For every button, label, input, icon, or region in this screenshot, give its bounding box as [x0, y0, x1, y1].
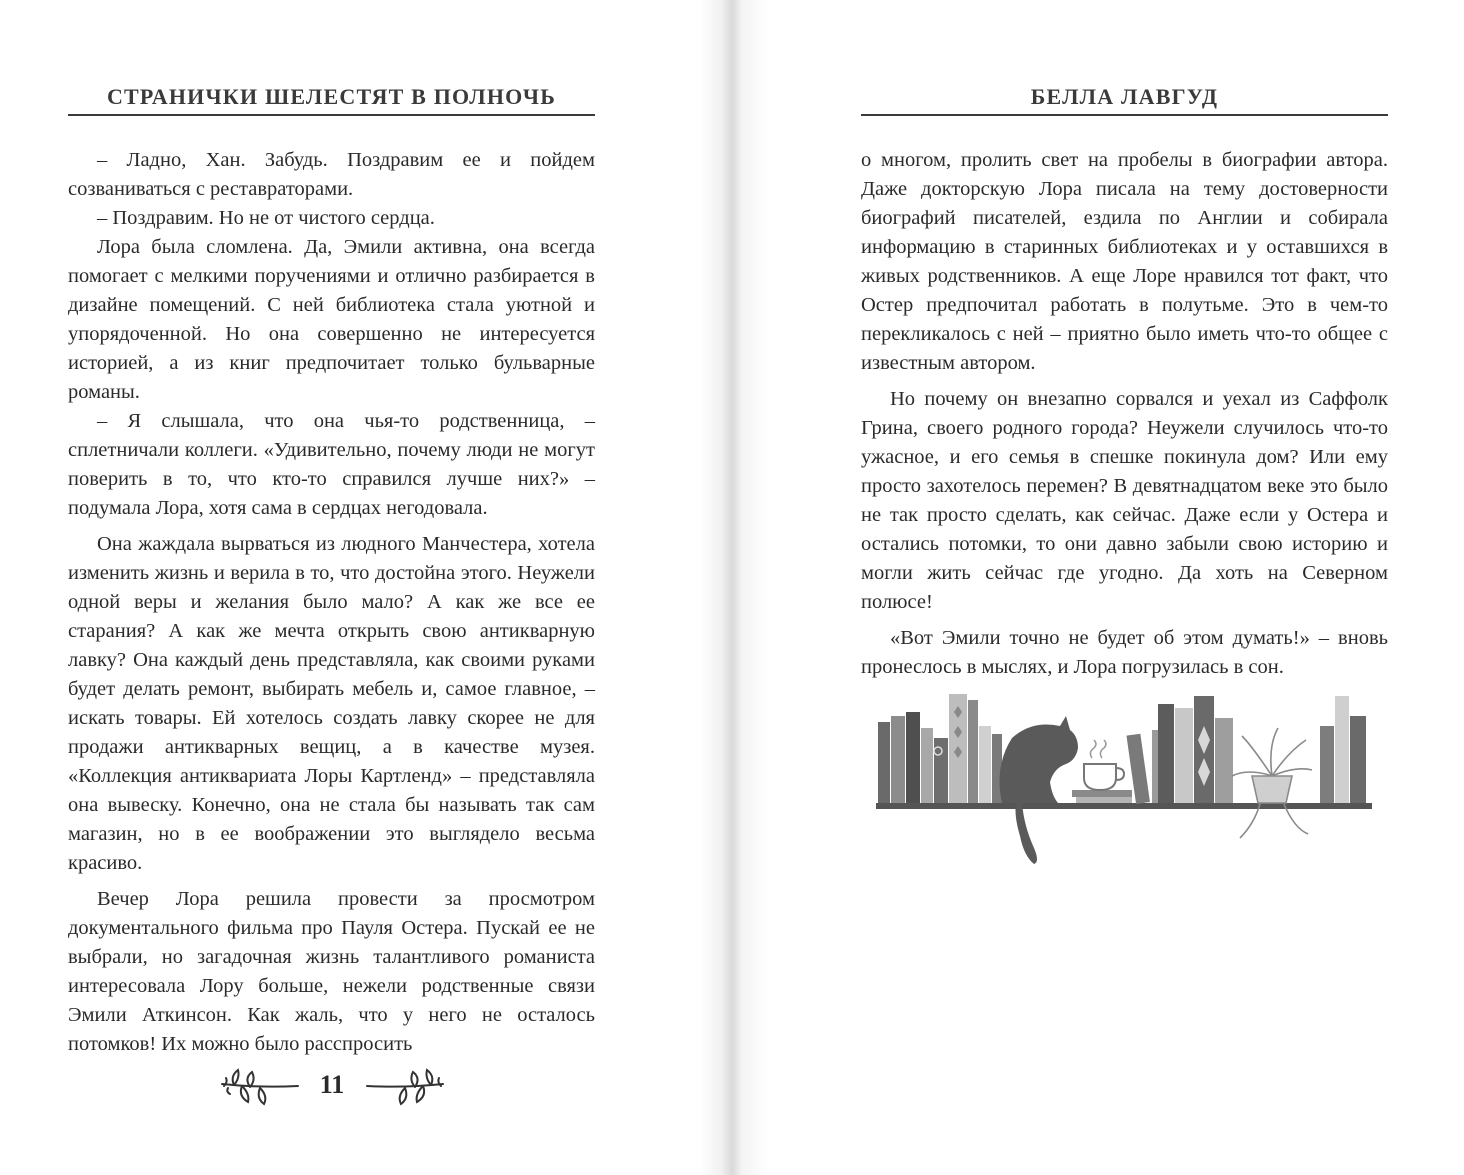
paragraph: – Поздравим. Но не от чистого сердца.	[97, 207, 435, 229]
teacup-icon	[1072, 740, 1132, 803]
left-running-head: СТРАНИЧКИ ШЕЛЕСТЯТ В ПОЛНОЧЬ	[68, 84, 595, 116]
page-number: 11	[319, 1070, 345, 1099]
right-leaf-ornament-icon	[365, 1066, 445, 1106]
page-number-ornament	[220, 1062, 445, 1110]
right-page	[770, 0, 1464, 1175]
paragraph: Но почему он внезапно сорвался и уехал из Саффолк Грина, своего родного города? Неужели случилось что-то ужасное, и его семья в спешке покинула дом? Или ему просто захотелось перемен? В девятнадцатом веке это было не так просто сделать, как сейчас. Даже если у Остера и остались потомки, то они давно забыли свою историю и могли жить сейчас где угодно. Да хоть на Северном полюсе!	[861, 388, 1388, 613]
paragraph: – Ладно, Хан. Забудь. Поздравим ее и пойдем созваниваться с реставраторами.	[68, 149, 595, 200]
paragraph: «Вот Эмили точно не будет об этом думать!» – вновь пронеслось в мыслях, и Лора погрузилась в сон.	[861, 627, 1388, 678]
paragraph: Она жаждала вырваться из людного Манчестера, хотела изменить жизнь и верила в то, что достойна этого. Неужели одной веры и желания было мало? А как же все ее старания? А как же мечта открыть свою антикварную лавку? Она каждый день представляла, как своими руками будет делать ремонт, выбирать мебель и, самое главное, – искать товары. Ей хотелось создать лавку скорее не для продажи антикварных вещиц, а в качестве музея. «Коллекция антиквариата Лоры Картленд» – представляла она вывеску. Конечно, она не стала бы называть так сам магазин, но в ее воображении это выглядело весьма красиво.	[68, 533, 595, 874]
right-page-text	[861, 146, 1388, 682]
left-page-text	[68, 146, 595, 1059]
plant-icon	[1232, 728, 1312, 838]
paragraph: Лора была сломлена. Да, Эмили активна, она всегда помогает с мелкими поручениями и отлично разбирается в дизайне помещений. С ней библиотека стала уютной и упорядоченной. Но она совершенно не интересуется историей, а из книг предпочитает только бульварные романы.	[68, 236, 595, 403]
paragraph: Вечер Лора решила провести за просмотром документального фильма про Пауля Остера. Пускай ее не выбрали, но загадочная жизнь талантливого романиста интересовала Лору больше, нежели родственные связи Эмили Аткинсон. Как жаль, что у него не осталось потомков! Их можно было расспросить	[68, 888, 595, 1055]
books-left-icon	[878, 694, 1002, 803]
left-leaf-ornament-icon	[220, 1066, 300, 1106]
bookshelf-cat-illustration	[874, 686, 1374, 871]
books-far-right-icon	[1320, 696, 1366, 803]
right-running-head: БЕЛЛА ЛАВГУД	[861, 84, 1388, 116]
book-gutter	[700, 0, 770, 1175]
paragraph: – Я слышала, что она чья-то родственница, – сплетничали коллеги. «Удивительно, почему люди не могут поверить в то, что кто-то справился лучше них?» – подумала Лора, хотя сама в сердцах негодовала.	[68, 410, 595, 519]
shelf-icon	[876, 803, 1372, 809]
paragraph: о многом, пролить свет на пробелы в биографии автора. Даже докторскую Лора писала на тему достоверности биографий писателей, ездила по Англии и собирала информацию в старинных библиотеках и у оставшихся в живых родственников. А еще Лоре нравился тот факт, что Остер предпочитал работать в полутьме. Это в чем-то перекликалось с ней – приятно было иметь что-то общее с известным автором.	[861, 149, 1388, 374]
books-right-icon	[1126, 696, 1233, 804]
left-page	[0, 0, 700, 1175]
cat-icon	[1000, 716, 1078, 864]
